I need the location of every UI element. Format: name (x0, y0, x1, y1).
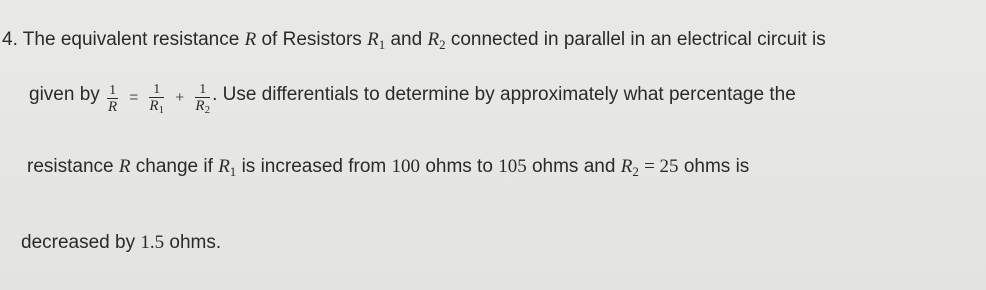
problem-line-1 (2, 29, 826, 51)
var-r1: $R_1$ (367, 29, 386, 52)
line4-text-pre: decreased by (21, 232, 136, 253)
var-r2: $R_2$ (427, 29, 446, 52)
value-100: 100 (391, 156, 421, 177)
value-105: 105 (498, 156, 527, 177)
line1-text-post: connected in parallel in an electrical circuit is (450, 29, 826, 50)
fraction-one-over-r1: $\frac{1}{R_1}$ (149, 82, 165, 116)
line1-text-mid: of Resistors (261, 29, 362, 50)
fraction-one-over-r: $\frac{1}{R}$ (107, 82, 118, 115)
value-equals-25: = 25 (644, 156, 679, 177)
var-r1: $R_1$ (218, 156, 237, 179)
line1-text-and: and (390, 29, 423, 50)
problem-line-2 (29, 84, 796, 124)
var-r: R (118, 156, 131, 177)
var-r2: $R_2$ (620, 156, 639, 179)
line3-text-mid3: ohms to (425, 156, 493, 177)
line4-text-post: ohms. (169, 232, 222, 253)
plus-sign: + (175, 88, 185, 106)
line1-text-pre: The equivalent resistance (22, 29, 240, 50)
line3-text-mid2: is increased from (241, 156, 387, 177)
problem-line-3 (27, 156, 749, 178)
fraction-one-over-r2: $\frac{1}{R_2}$ (195, 82, 211, 116)
value-1-5: 1.5 (140, 232, 165, 253)
line2-text-pre: given by (29, 84, 100, 105)
problem-number: 4. (2, 29, 18, 50)
line3-text-mid1: change if (135, 156, 213, 177)
line3-text-mid4: ohms and (531, 156, 616, 177)
line2-text-post: . Use differentials to determine by approximately what percentage the (212, 84, 796, 105)
equals-sign: = (129, 88, 139, 106)
problem-line-4 (21, 232, 221, 254)
line3-text-post: ohms is (683, 156, 750, 177)
var-r: R (244, 29, 257, 50)
line3-text-pre: resistance (27, 156, 114, 177)
